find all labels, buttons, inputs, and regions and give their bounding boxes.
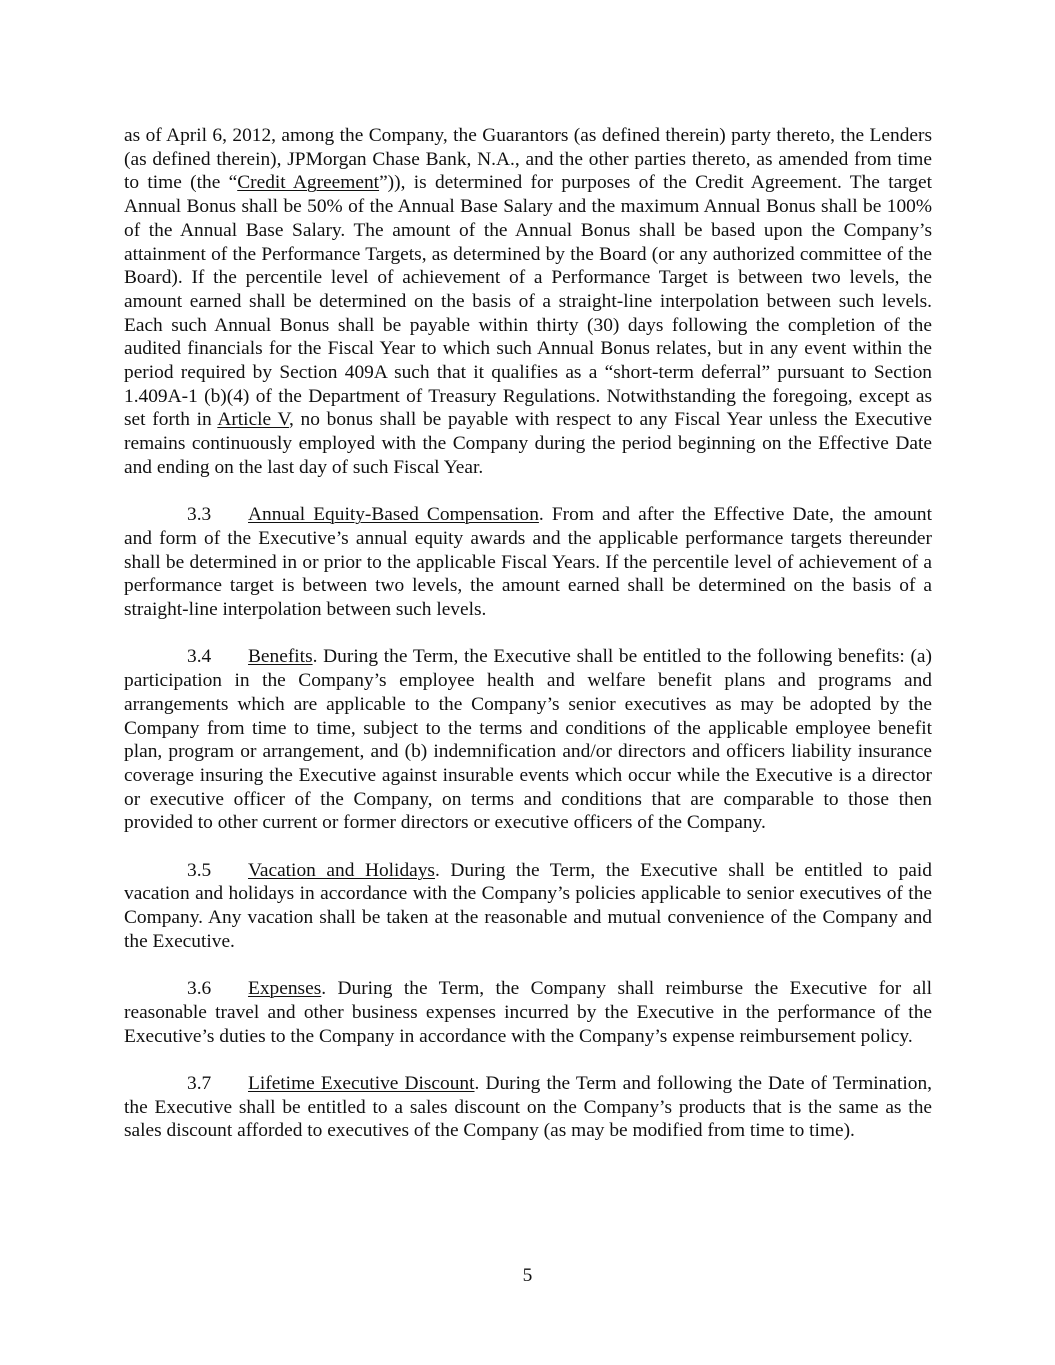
section-number: 3.5 — [187, 859, 212, 881]
section-number: 3.6 — [187, 978, 212, 1000]
paragraph-text: , no bonus shall be payable with respect to any Fiscal Year unless the Executive remains continuously employed with the Company during the period beginning on the Effective Date and ending on the last day of such Fiscal Year. — [124, 409, 932, 478]
section-body: . From and after the Effective Date, the amount and form of the Executive’s annual equity awards and the applicable performance targets thereunder shall be determined in or prior to the applicable Fiscal Years. If the percentile level of achievement of a performance target is between two levels, the amount earned shall be determined on the basis of a straight-line interpolation between such levels. — [124, 504, 932, 621]
section-number: 3.4 — [187, 646, 212, 668]
page-number: 5 — [522, 1265, 533, 1286]
credit-agreement-term: Credit Agreement — [237, 172, 380, 194]
section-body: . During the Term and following the Date of Termination, the Executive shall be entitled to a sales discount on the Company’s products that is the same as the sales discount afforded to executives of the Company (as may be modified from time to time). — [124, 1073, 932, 1142]
section-3-5 — [124, 859, 932, 954]
section-body: . During the Term, the Company shall reimburse the Executive for all reasonable travel and other business expenses incurred by the Executive in the performance of the Executive’s duties to the Company in accordance with the Company’s expense reimbursement policy. — [124, 978, 932, 1047]
section-number: 3.3 — [187, 504, 212, 526]
section-3-3 — [124, 503, 932, 622]
section-number: 3.7 — [187, 1073, 212, 1095]
section-3-4 — [124, 645, 932, 835]
paragraph-continuation — [124, 124, 932, 480]
section-heading: Annual Equity-Based Compensation — [248, 504, 539, 526]
section-body: . During the Term, the Executive shall be entitled to paid vacation and holidays in accordance with the Company’s policies applicable to senior executives of the Company. Any vacation shall be taken at the reasonable and mutual convenience of the Company and the Executive. — [124, 859, 932, 952]
paragraph-text: as of April 6, 2012, among the Company, the Guarantors (as defined therein) party thereto, the Lenders (as defined therein), JPMorgan Chase Bank, N.A., and the other parties thereto, as amended from time to time (the “ — [124, 125, 932, 194]
section-heading: Lifetime Executive Discount — [248, 1073, 475, 1095]
section-3-6 — [124, 977, 932, 1048]
section-heading: Benefits — [248, 646, 313, 668]
section-3-7 — [124, 1072, 932, 1143]
section-heading: Expenses — [248, 978, 322, 1000]
document-page — [124, 124, 932, 1167]
section-body: . During the Term, the Executive shall be entitled to the following benefits: (a) participation in the Company’s employee health and welfare benefit plans and programs and arrangements which are applicable to the Company’s senior executives as may be adopted by the Company from time to time, subject to the terms and conditions of the applicable employee benefit plan, program or arrangement, and (b) indemnification and/or directors and officers liability insurance coverage insuring the Executive against insurable events which occur while the Executive is a director or executive officer of the Company, on terms and conditions that are comparable to those then provided to other current or former directors or executive officers of the Company. — [124, 646, 932, 834]
article-v-reference: Article V — [217, 409, 290, 431]
paragraph-text: ”)), is determined for purposes of the Credit Agreement. The target Annual Bonus shall be 50% of the Annual Base Salary and the maximum Annual Bonus shall be 100% of the Annual Base Salary. The amount of the Annual Bonus shall be based upon the Company’s attainment of the Performance Targets, as determined by the Board (or any authorized committee of the Board). If the percentile level of achievement of a Performance Target is between two levels, the amount earned shall be determined on the basis of a straight-line interpolation between such levels. Each such Annual Bonus shall be payable within thirty (30) days following the completion of the audited financials for the Fiscal Year to which such Annual Bonus relates, but in any event within the period required by Section 409A such that it qualifies as a “short-term deferral” pursuant to Section 1.409A-1 (b)(4) of the Department of Treasury Regulations. Notwithstanding the foregoing, except as set forth in — [124, 172, 932, 431]
section-heading: Vacation and Holidays — [248, 859, 435, 881]
